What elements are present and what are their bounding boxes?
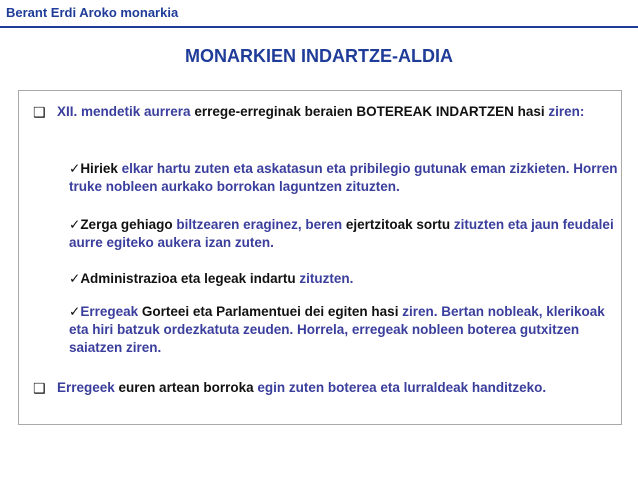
bullet-6-part-1: Erregeek	[57, 380, 115, 395]
content-box	[18, 90, 622, 425]
bullet-2-part-2: elkar hartu zuten eta askatasun eta pribilegio gutunak eman zizkieten. Horren truke nobleen aurkako borrokan laguntzen zituzten.	[69, 161, 618, 194]
square-bullet-icon: ❑	[33, 104, 46, 120]
bullet-text-6	[33, 379, 615, 397]
bullet-6-part-3: egin zuten boterea eta lurraldeak handitzeko.	[253, 380, 547, 395]
slide-title: MONARKIEN INDARTZE-ALDIA	[185, 46, 453, 66]
bullet-3-part-1: Zerga gehiago	[80, 217, 173, 232]
header-title: Berant Erdi Aroko monarkia	[6, 5, 179, 20]
check-mark-icon: ✓	[69, 161, 81, 176]
square-bullet-icon: ❑	[33, 380, 46, 396]
check-mark-icon: ✓	[69, 217, 81, 232]
bullet-5-part-1: Erregeak	[80, 304, 139, 319]
bullet-2-part-1: Hiriek	[80, 161, 118, 176]
header-divider	[0, 26, 638, 28]
bullet-4-part-1: Administrazioa eta legeak indartu	[80, 271, 296, 286]
check-mark-icon: ✓	[69, 304, 81, 319]
bullet-1-part-1: XII. mendetik aurrera	[57, 104, 191, 119]
bullet-1-part-2: errege-erreginak beraien BOTEREAK INDARTZEN hasi	[190, 104, 545, 119]
check-mark-icon: ✓	[69, 271, 81, 286]
bullet-text-2	[69, 160, 621, 196]
bullet-text-3	[69, 216, 621, 252]
bullet-3-part-2: biltzearen eraginez, beren	[172, 217, 343, 232]
bullet-6-part-2: euren artean borroka	[114, 380, 254, 395]
bullet-5-part-3: ziren. Bertan nobleak, klerikoak eta hiri batzuk ordezkatuta zeuden. Horrela, erregeak nobleen boterea gutxitzen saiatzen ziren.	[69, 304, 605, 355]
bullet-5-part-2: Gorteei eta Parlamentuei dei egiten hasi	[138, 304, 399, 319]
bullet-3-part-4: zituzten eta jaun feudalei aurre egiteko aukera izan zuten.	[69, 217, 614, 250]
bullet-text-1	[33, 103, 615, 121]
bullet-1-part-3: ziren:	[544, 104, 585, 119]
bullet-3-part-3: ejertzitoak sortu	[342, 217, 451, 232]
bullet-text-5	[69, 303, 621, 357]
bullet-text-4	[69, 270, 621, 288]
bullet-4-part-2: zituzten.	[295, 271, 354, 286]
